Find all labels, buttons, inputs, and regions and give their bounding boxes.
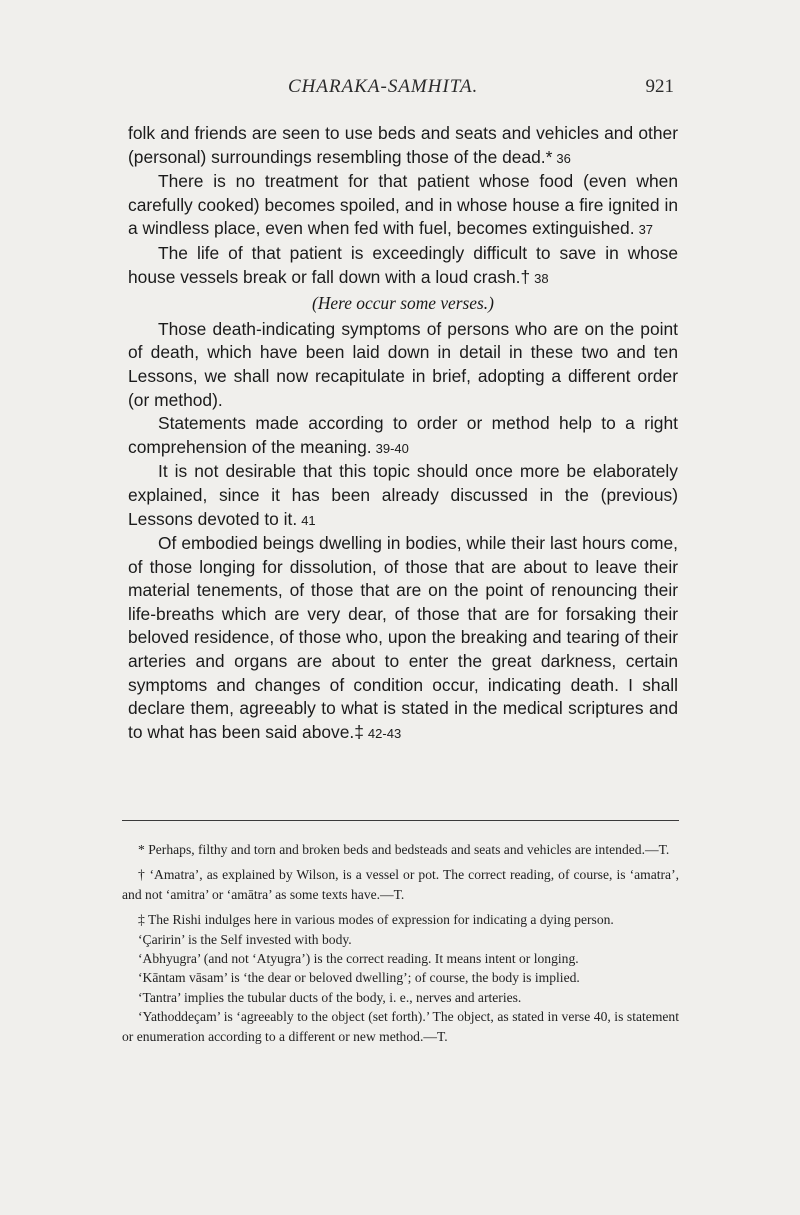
footnote: ‘Kāntam vāsam’ is ‘the dear or beloved dwelling’; of course, the body is implied.	[138, 970, 580, 986]
page-number: 921	[645, 76, 674, 97]
footnote: ‘Çaririn’ is the Self invested with body.	[138, 931, 352, 947]
verse-number: 39-40	[375, 440, 409, 456]
paragraph-text: Those death-indicating symptoms of persons who are on the point of death, which have been laid down in detail in these two and ten Lessons, we shall now recapitulate in brief, adopting a different order (or method).	[128, 318, 678, 410]
paragraph	[128, 122, 678, 170]
footnotes	[122, 840, 679, 1046]
paragraph	[128, 242, 678, 290]
footnote: * Perhaps, filthy and torn and broken beds and bedsteads and seats and vehicles are intended.—T.	[138, 842, 670, 857]
verse-number: 37	[638, 222, 654, 238]
paragraph	[128, 170, 678, 242]
paragraph-text: folk and friends are seen to use beds and seats and vehicles and other (personal) surroundings resembling those of the dead.*	[128, 123, 678, 167]
verse-number: 42-43	[367, 725, 402, 741]
footnote: † ‘Amatra’, as explained by Wilson, is a vessel or pot. The correct reading, of course, is ‘amatra’, and not ‘amitra’ or ‘amātra’ as some texts have.—T.	[122, 867, 679, 902]
paragraph-text: Of embodied beings dwelling in bodies, while their last hours come, of those longing for dissolution, of those that are about to leave their material tenements, of those that are on the point of renouncing their life-breaths which are very dear, of those that are for forsaking their beloved residence, of those who, upon the breaking and tearing of their arteries and organs are about to enter the great darkness, certain symptoms and changes of condition occur, indicating death. I shall declare them, agreeably to what is stated in the medical scriptures and to what has been said above.‡	[128, 533, 678, 742]
paragraph	[128, 460, 678, 532]
paragraph-text: The life of that patient is exceedingly difficult to save in whose house vessels break or fall down with a loud crash.†	[128, 242, 678, 287]
paragraph-text: It is not desirable that this topic should once more be elaborately explained, since it has been already discussed in the (previous) Lessons devoted to it.	[128, 461, 678, 529]
footnote: ‘Yathoddeçam’ is ‘agreeably to the object (set forth).’ The object, as stated in verse 40, is statement or enumeration according to a different or new method.—T.	[122, 1009, 679, 1044]
verse-number: 38	[534, 270, 549, 286]
verse-number: 41	[301, 512, 316, 528]
paragraph	[128, 532, 678, 745]
paragraph-text: Statements made according to order or method help to a right comprehension of the meaning.	[128, 413, 678, 457]
paragraph	[128, 318, 678, 412]
footnote-divider	[122, 820, 679, 821]
page-header	[128, 76, 678, 102]
verse-number: 36	[556, 150, 571, 166]
running-title: CHARAKA-SAMHITA.	[288, 76, 479, 97]
paragraph-text: There is no treatment for that patient whose food (even when carefully cooked) becomes spoiled, and in whose house a fire ignited in a windless place, even when fed with fuel, becomes extinguished.	[128, 171, 678, 239]
footnote: ‘Abhyugra’ (and not ‘Atyugra’) is the correct reading. It means intent or longing.	[138, 951, 579, 967]
paragraph	[128, 412, 678, 460]
main-text	[128, 122, 678, 745]
verse-note: (Here occur some verses.)	[312, 293, 494, 314]
footnote: ‘Tantra’ implies the tubular ducts of the body, i. e., nerves and arteries.	[138, 989, 522, 1005]
footnote: ‡ The Rishi indulges here in various modes of expression for indicating a dying person.	[138, 912, 614, 928]
